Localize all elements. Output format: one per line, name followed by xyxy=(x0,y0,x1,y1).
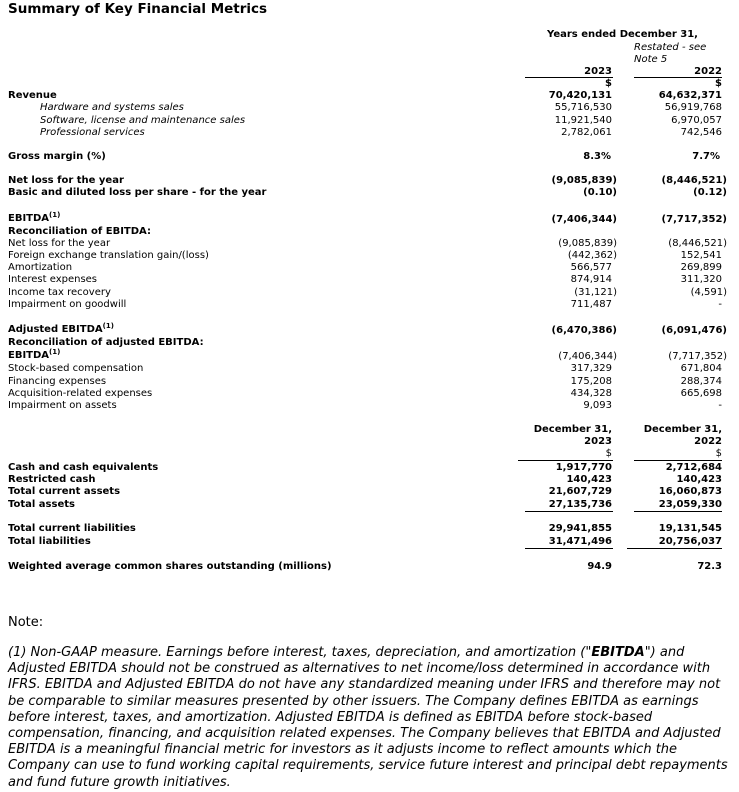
gross-margin-label: Gross margin (%) xyxy=(8,151,106,162)
page-title: Summary of Key Financial Metrics xyxy=(8,1,268,17)
loss-per-share-2022: (0.12) xyxy=(693,187,727,198)
currency-2022: $ xyxy=(715,78,722,89)
divider xyxy=(634,511,722,512)
adjusted-ebitda-2023: (6,470,386) xyxy=(551,325,617,336)
balance-row-label: Restricted cash xyxy=(8,474,96,485)
footnote-marker: (1) xyxy=(102,322,114,330)
divider xyxy=(634,77,722,78)
reconciliation-item-2023: (442,362) xyxy=(567,250,617,261)
reconciliation-item-label: Interest expenses xyxy=(8,274,98,285)
reconciliation-item-2023: 711,487 xyxy=(570,299,612,310)
adjusted-item-2022: 665,698 xyxy=(680,388,722,399)
revenue-item-2023: 55,716,530 xyxy=(554,102,612,113)
balance-col-2023-line1: December 31, xyxy=(533,424,612,435)
adjusted-ebitda-ebitda-2022: (7,717,352) xyxy=(668,351,727,362)
col-2023-header: 2023 xyxy=(584,66,612,77)
gross-margin-2022: 7.7% xyxy=(692,151,720,162)
adjusted-item-label: Financing expenses xyxy=(8,376,107,387)
balance-row-2022: 2,712,684 xyxy=(665,462,722,473)
shares-label: Weighted average common shares outstanding (millions) xyxy=(8,561,332,572)
reconciliation-item-label: Impairment on goodwill xyxy=(8,299,127,310)
balance-col-2022-line1: December 31, xyxy=(643,424,722,435)
balance-col-2022-line2: 2022 xyxy=(694,436,722,447)
shares-2022: 72.3 xyxy=(697,561,722,572)
adjusted-item-label: Impairment on assets xyxy=(8,400,117,411)
restated-note-line1: Restated - see xyxy=(634,42,707,53)
net-loss-label: Net loss for the year xyxy=(8,175,124,186)
note-text xyxy=(8,645,736,791)
divider xyxy=(634,460,722,461)
adjusted-ebitda-reconciliation-label: Reconciliation of adjusted EBITDA: xyxy=(8,337,204,348)
adjusted-item-label: Acquisition-related expenses xyxy=(8,388,153,399)
divider xyxy=(525,511,613,512)
balance-row-2022: 23,059,330 xyxy=(658,499,722,510)
revenue-item-2023: 2,782,061 xyxy=(561,127,612,138)
revenue-2022: 64,632,371 xyxy=(658,90,722,101)
balance-row-2023: 31,471,496 xyxy=(548,536,612,547)
reconciliation-item-2022: - xyxy=(718,299,722,310)
reconciliation-item-2022: 311,320 xyxy=(680,274,722,285)
reconciliation-item-2022: 152,541 xyxy=(680,250,722,261)
loss-per-share-label: Basic and diluted loss per share - for the year xyxy=(8,187,267,198)
adjusted-item-2023: 434,328 xyxy=(570,388,612,399)
adjusted-item-2023: 317,329 xyxy=(570,363,612,374)
balance-row-label: Total current assets xyxy=(8,486,121,497)
shares-2023: 94.9 xyxy=(587,561,612,572)
adjusted-ebitda-ebitda-2023: (7,406,344) xyxy=(558,351,617,362)
revenue-item-2023: 11,921,540 xyxy=(554,115,612,126)
balance-currency-2023: $ xyxy=(605,448,612,459)
col-2022-header: 2022 xyxy=(694,66,722,77)
reconciliation-item-2022: (8,446,521) xyxy=(668,238,727,249)
divider xyxy=(525,548,613,549)
net-loss-2023: (9,085,839) xyxy=(551,175,617,186)
adjusted-ebitda-ebitda-label xyxy=(8,350,60,362)
balance-row-2022: 16,060,873 xyxy=(658,486,722,497)
footnote-marker: (1) xyxy=(49,348,61,356)
adjusted-ebitda-2022: (6,091,476) xyxy=(661,325,727,336)
balance-row-label: Total current liabilities xyxy=(8,523,136,534)
revenue-item-label: Hardware and systems sales xyxy=(40,102,184,113)
balance-row-2022: 20,756,037 xyxy=(658,536,722,547)
revenue-item-label: Software, license and maintenance sales xyxy=(40,115,246,126)
reconciliation-item-label: Amortization xyxy=(8,262,73,273)
balance-row-label: Total liabilities xyxy=(8,536,91,547)
note-text-part: ") and Adjusted EBITDA should not be construed as alternatives to net income/loss determined in accordance with IFRS. EBITDA and Adjusted EBITDA do not have any standardized meaning under IFRS and therefore may not be comparable to similar measures presented by other issuers. The Company defines EBITDA as earnings before interest, taxes, and amortization. Adjusted EBITDA is defined as EBITDA before stock-based compensation, financing, and acquisition related expenses. The Company believes that EBITDA and Adjusted EBITDA is a meaningful financial metric for investors as it adjusts income to reflect amounts which the Company can use to fund working capital requirements, service future interest and principal debt repayments and fund future growth initiatives. xyxy=(8,645,728,790)
ebitda-2023: (7,406,344) xyxy=(551,214,617,225)
revenue-item-2022: 742,546 xyxy=(680,127,722,138)
revenue-2023: 70,420,131 xyxy=(548,90,612,101)
balance-row-2023: 27,135,736 xyxy=(548,499,612,510)
ebitda-reconciliation-label: Reconciliation of EBITDA: xyxy=(8,226,151,237)
revenue-label: Revenue xyxy=(8,90,57,101)
balance-row-2023: 1,917,770 xyxy=(555,462,612,473)
footnote-marker: (1) xyxy=(49,211,61,219)
balance-row-2022: 19,131,545 xyxy=(658,523,722,534)
reconciliation-item-label: Income tax recovery xyxy=(8,287,111,298)
adjusted-ebitda-label xyxy=(8,324,114,336)
ebitda-2022: (7,717,352) xyxy=(661,214,727,225)
revenue-item-2022: 56,919,768 xyxy=(664,102,722,113)
adjusted-item-label: Stock-based compensation xyxy=(8,363,144,374)
period-label: Years ended December 31, xyxy=(547,29,698,40)
reconciliation-item-label: Foreign exchange translation gain/(loss) xyxy=(8,250,209,261)
divider xyxy=(627,548,722,549)
adjusted-item-2023: 9,093 xyxy=(583,400,612,411)
reconciliation-item-2023: 566,577 xyxy=(570,262,612,273)
balance-row-2022: 140,423 xyxy=(676,474,722,485)
adjusted-item-2023: 175,208 xyxy=(570,376,612,387)
net-loss-2022: (8,446,521) xyxy=(661,175,727,186)
reconciliation-item-2023: 874,914 xyxy=(570,274,612,285)
adjusted-item-2022: 288,374 xyxy=(680,376,722,387)
loss-per-share-2023: (0.10) xyxy=(583,187,617,198)
adjusted-item-2022: - xyxy=(718,400,722,411)
divider xyxy=(525,77,613,78)
currency-2023: $ xyxy=(605,78,612,89)
restated-note-line2: Note 5 xyxy=(634,54,668,65)
balance-row-label: Cash and cash equivalents xyxy=(8,462,159,473)
note-text-bold: EBITDA xyxy=(591,645,645,660)
note-heading: Note: xyxy=(8,615,44,630)
balance-currency-2022: $ xyxy=(715,448,722,459)
reconciliation-item-2022: (4,591) xyxy=(690,287,727,298)
balance-row-2023: 21,607,729 xyxy=(548,486,612,497)
reconciliation-item-2023: (9,085,839) xyxy=(558,238,617,249)
note-text-part: (1) Non-GAAP measure. Earnings before interest, taxes, depreciation, and amortization (" xyxy=(8,645,592,660)
adjusted-ebitda-label-text: Adjusted EBITDA xyxy=(8,324,103,335)
gross-margin-2023: 8.3% xyxy=(583,151,611,162)
reconciliation-item-label: Net loss for the year xyxy=(8,238,111,249)
reconciliation-item-2023: (31,121) xyxy=(574,287,617,298)
reconciliation-item-2022: 269,899 xyxy=(680,262,722,273)
balance-col-2023-line2: 2023 xyxy=(584,436,612,447)
revenue-item-label: Professional services xyxy=(40,127,145,138)
revenue-item-2022: 6,970,057 xyxy=(671,115,722,126)
ebitda-label-text: EBITDA xyxy=(8,350,50,361)
balance-row-2023: 140,423 xyxy=(566,474,612,485)
ebitda-label xyxy=(8,213,60,225)
adjusted-item-2022: 671,804 xyxy=(680,363,722,374)
balance-row-label: Total assets xyxy=(8,499,75,510)
divider xyxy=(518,460,613,461)
balance-row-2023: 29,941,855 xyxy=(548,523,612,534)
ebitda-label-text: EBITDA xyxy=(8,213,50,224)
